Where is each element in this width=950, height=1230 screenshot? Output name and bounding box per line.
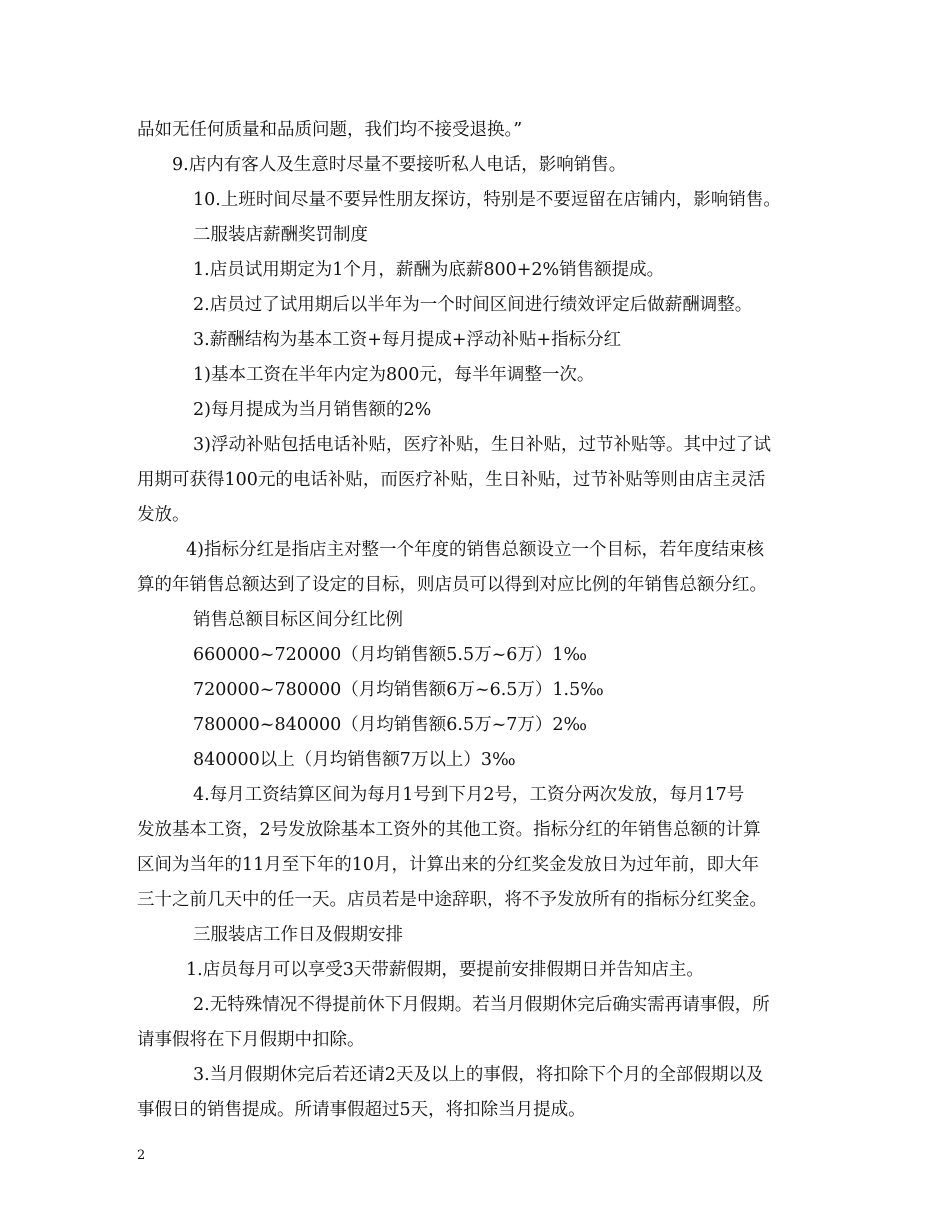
text-line: 3.薪酬结构为基本工资+每月提成+浮动补贴+指标分红 [193, 330, 622, 350]
page-number: 2 [137, 1148, 146, 1163]
text-line: 区间为当年的11月至下年的10月，计算出来的分红奖金发放日为过年前，即大年 [137, 855, 760, 875]
text-line: 660000~720000（月均销售额5.5万~6万）1‰ [193, 645, 588, 665]
text-line: 3)浮动补贴包括电话补贴，医疗补贴，生日补贴，过节补贴等。其中过了试 [193, 435, 771, 455]
section-heading: 三服装店工作日及假期安排 [193, 925, 403, 945]
section-heading: 二服装店薪酬奖罚制度 [193, 225, 368, 245]
text-line: 4.每月工资结算区间为每月1号到下月2号，工资分两次发放，每月17号 [193, 785, 745, 805]
text-line: 发放。 [137, 505, 190, 525]
text-line: 发放基本工资，2号发放除基本工资外的其他工资。指标分红的年销售总额的计算 [137, 820, 761, 840]
text-line: 三十之前几天中的任一天。店员若是中途辞职，将不予发放所有的指标分红奖金。 [137, 890, 767, 910]
text-line: 4)指标分红是指店主对整一个年度的销售总额设立一个目标，若年度结束核 [186, 540, 764, 560]
text-line: 请事假将在下月假期中扣除。 [137, 1030, 365, 1050]
text-line: 2.店员过了试用期后以半年为一个时间区间进行绩效评定后做薪酬调整。 [193, 295, 753, 315]
text-line: 1.店员每月可以享受3天带薪假期，要提前安排假期日并告知店主。 [186, 960, 704, 980]
text-line: 10.上班时间尽量不要异性朋友探访，特别是不要逗留在店铺内，影响销售。 [193, 190, 781, 210]
text-line: 840000以上（月均销售额7万以上）3‰ [193, 750, 516, 770]
text-line: 1.店员试用期定为1个月，薪酬为底薪800+2%销售额提成。 [193, 260, 665, 280]
text-line: 算的年销售总额达到了设定的目标，则店员可以得到对应比例的年销售总额分红。 [137, 575, 767, 595]
text-line: 事假日的销售提成。所请事假超过5天，将扣除当月提成。 [137, 1100, 586, 1120]
text-line: 3.当月假期休完后若还请2天及以上的事假，将扣除下个月的全部假期以及 [193, 1065, 764, 1085]
text-line: 2)每月提成为当月销售额的2% [193, 400, 432, 420]
text-line: 780000~840000（月均销售额6.5万~7万）2‰ [193, 715, 588, 735]
text-line: 9.店内有客人及生意时尽量不要接听私人电话，影响销售。 [172, 155, 627, 175]
text-line: 品如无任何质量和品质问题，我们均不接受退换。” [137, 120, 523, 140]
text-line: 用期可获得100元的电话补贴，而医疗补贴，生日补贴，过节补贴等则由店主灵活 [137, 470, 766, 490]
text-line: 720000~780000（月均销售额6万~6.5万）1.5‰ [193, 680, 604, 700]
text-line: 1)基本工资在半年内定为800元，每半年调整一次。 [193, 365, 595, 385]
text-line: 2.无特殊情况不得提前休下月假期。若当月假期休完后确实需再请事假，所 [193, 995, 770, 1015]
text-line: 销售总额目标区间分红比例 [193, 610, 403, 630]
